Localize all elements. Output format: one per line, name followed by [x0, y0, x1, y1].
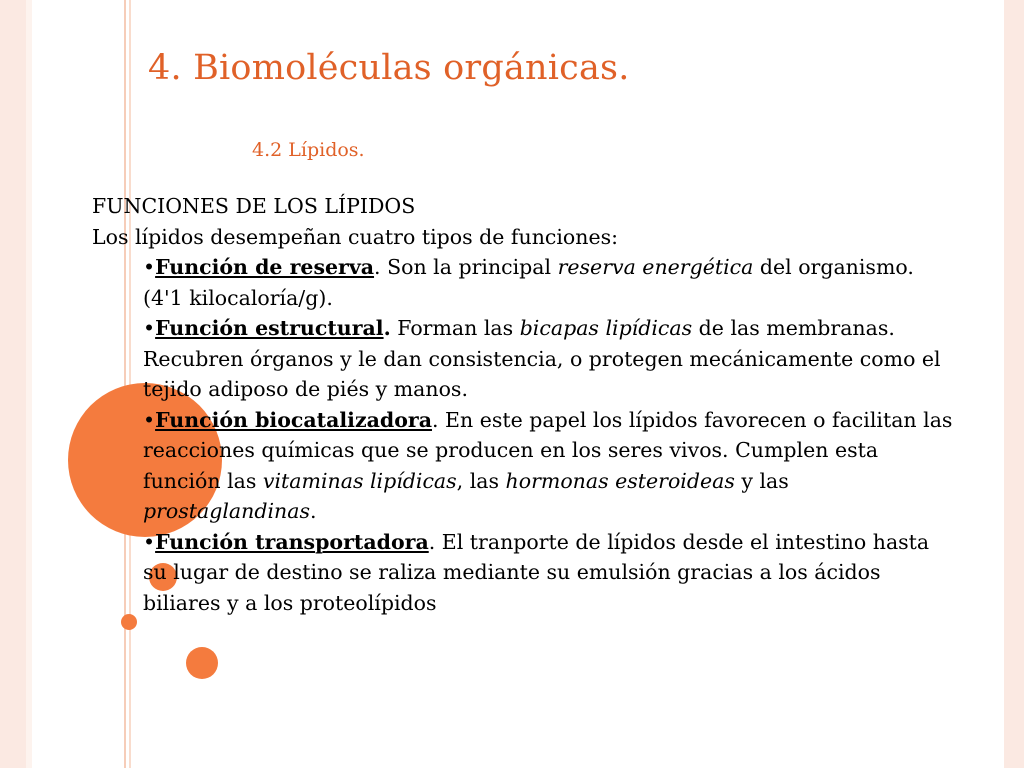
function-text: . — [309, 499, 317, 523]
function-text: . El tranporte de lípidos desde el intestino hasta su lugar de destino se raliza mediante su emulsión gracias a los ácidos biliares y a los proteolípidos — [143, 529, 930, 615]
function-emphasis: reserva energética — [557, 255, 754, 279]
function-name: Función transportadora — [155, 529, 429, 554]
function-text: , las — [456, 468, 506, 493]
function-name: Función de reserva — [155, 255, 375, 279]
function-emphasis: vitaminas lipídicas — [262, 468, 457, 493]
function-text: . Son la principal — [374, 255, 558, 279]
function-period: . — [383, 316, 391, 340]
function-item-estructural — [143, 313, 953, 405]
function-item-reserva — [143, 252, 953, 313]
slide-title: 4. Biomoléculas orgánicas. — [148, 48, 630, 88]
section-heading: FUNCIONES DE LOS LÍPIDOS — [92, 194, 416, 218]
function-item-biocatalizadora — [143, 405, 953, 527]
function-text: del organismo. (4'1 kilocaloría/g). — [143, 255, 914, 310]
function-text: Forman las — [390, 316, 520, 340]
slide-subtitle: 4.2 Lípidos. — [252, 139, 365, 161]
function-name: Función estructural — [155, 316, 384, 340]
function-text: . En este papel los lípidos favorecen o facilitan las reacciones químicas que se producen en los seres vivos. Cumplen esta función las — [143, 407, 953, 493]
bullet-icon: • — [143, 316, 156, 340]
function-emphasis: bicapas lipídicas — [519, 316, 693, 340]
slide-body — [92, 191, 972, 618]
function-text: y las — [734, 468, 789, 493]
intro-text: Los lípidos desempeñan cuatro tipos de funciones: — [92, 224, 619, 249]
function-emphasis: prostaglandinas — [143, 499, 310, 523]
function-name: Función biocatalizadora — [155, 407, 432, 432]
bullet-icon: • — [143, 529, 156, 554]
functions-list — [92, 252, 953, 618]
bullet-icon: • — [143, 407, 156, 432]
function-item-transportadora — [143, 527, 953, 619]
function-text: de las membranas. Recubren órganos y le dan consistencia, o protegen mecánicamente como el tejido adiposo de piés y manos. — [143, 316, 941, 401]
bullet-icon: • — [143, 255, 156, 279]
function-emphasis: hormonas esteroideas — [505, 468, 735, 493]
